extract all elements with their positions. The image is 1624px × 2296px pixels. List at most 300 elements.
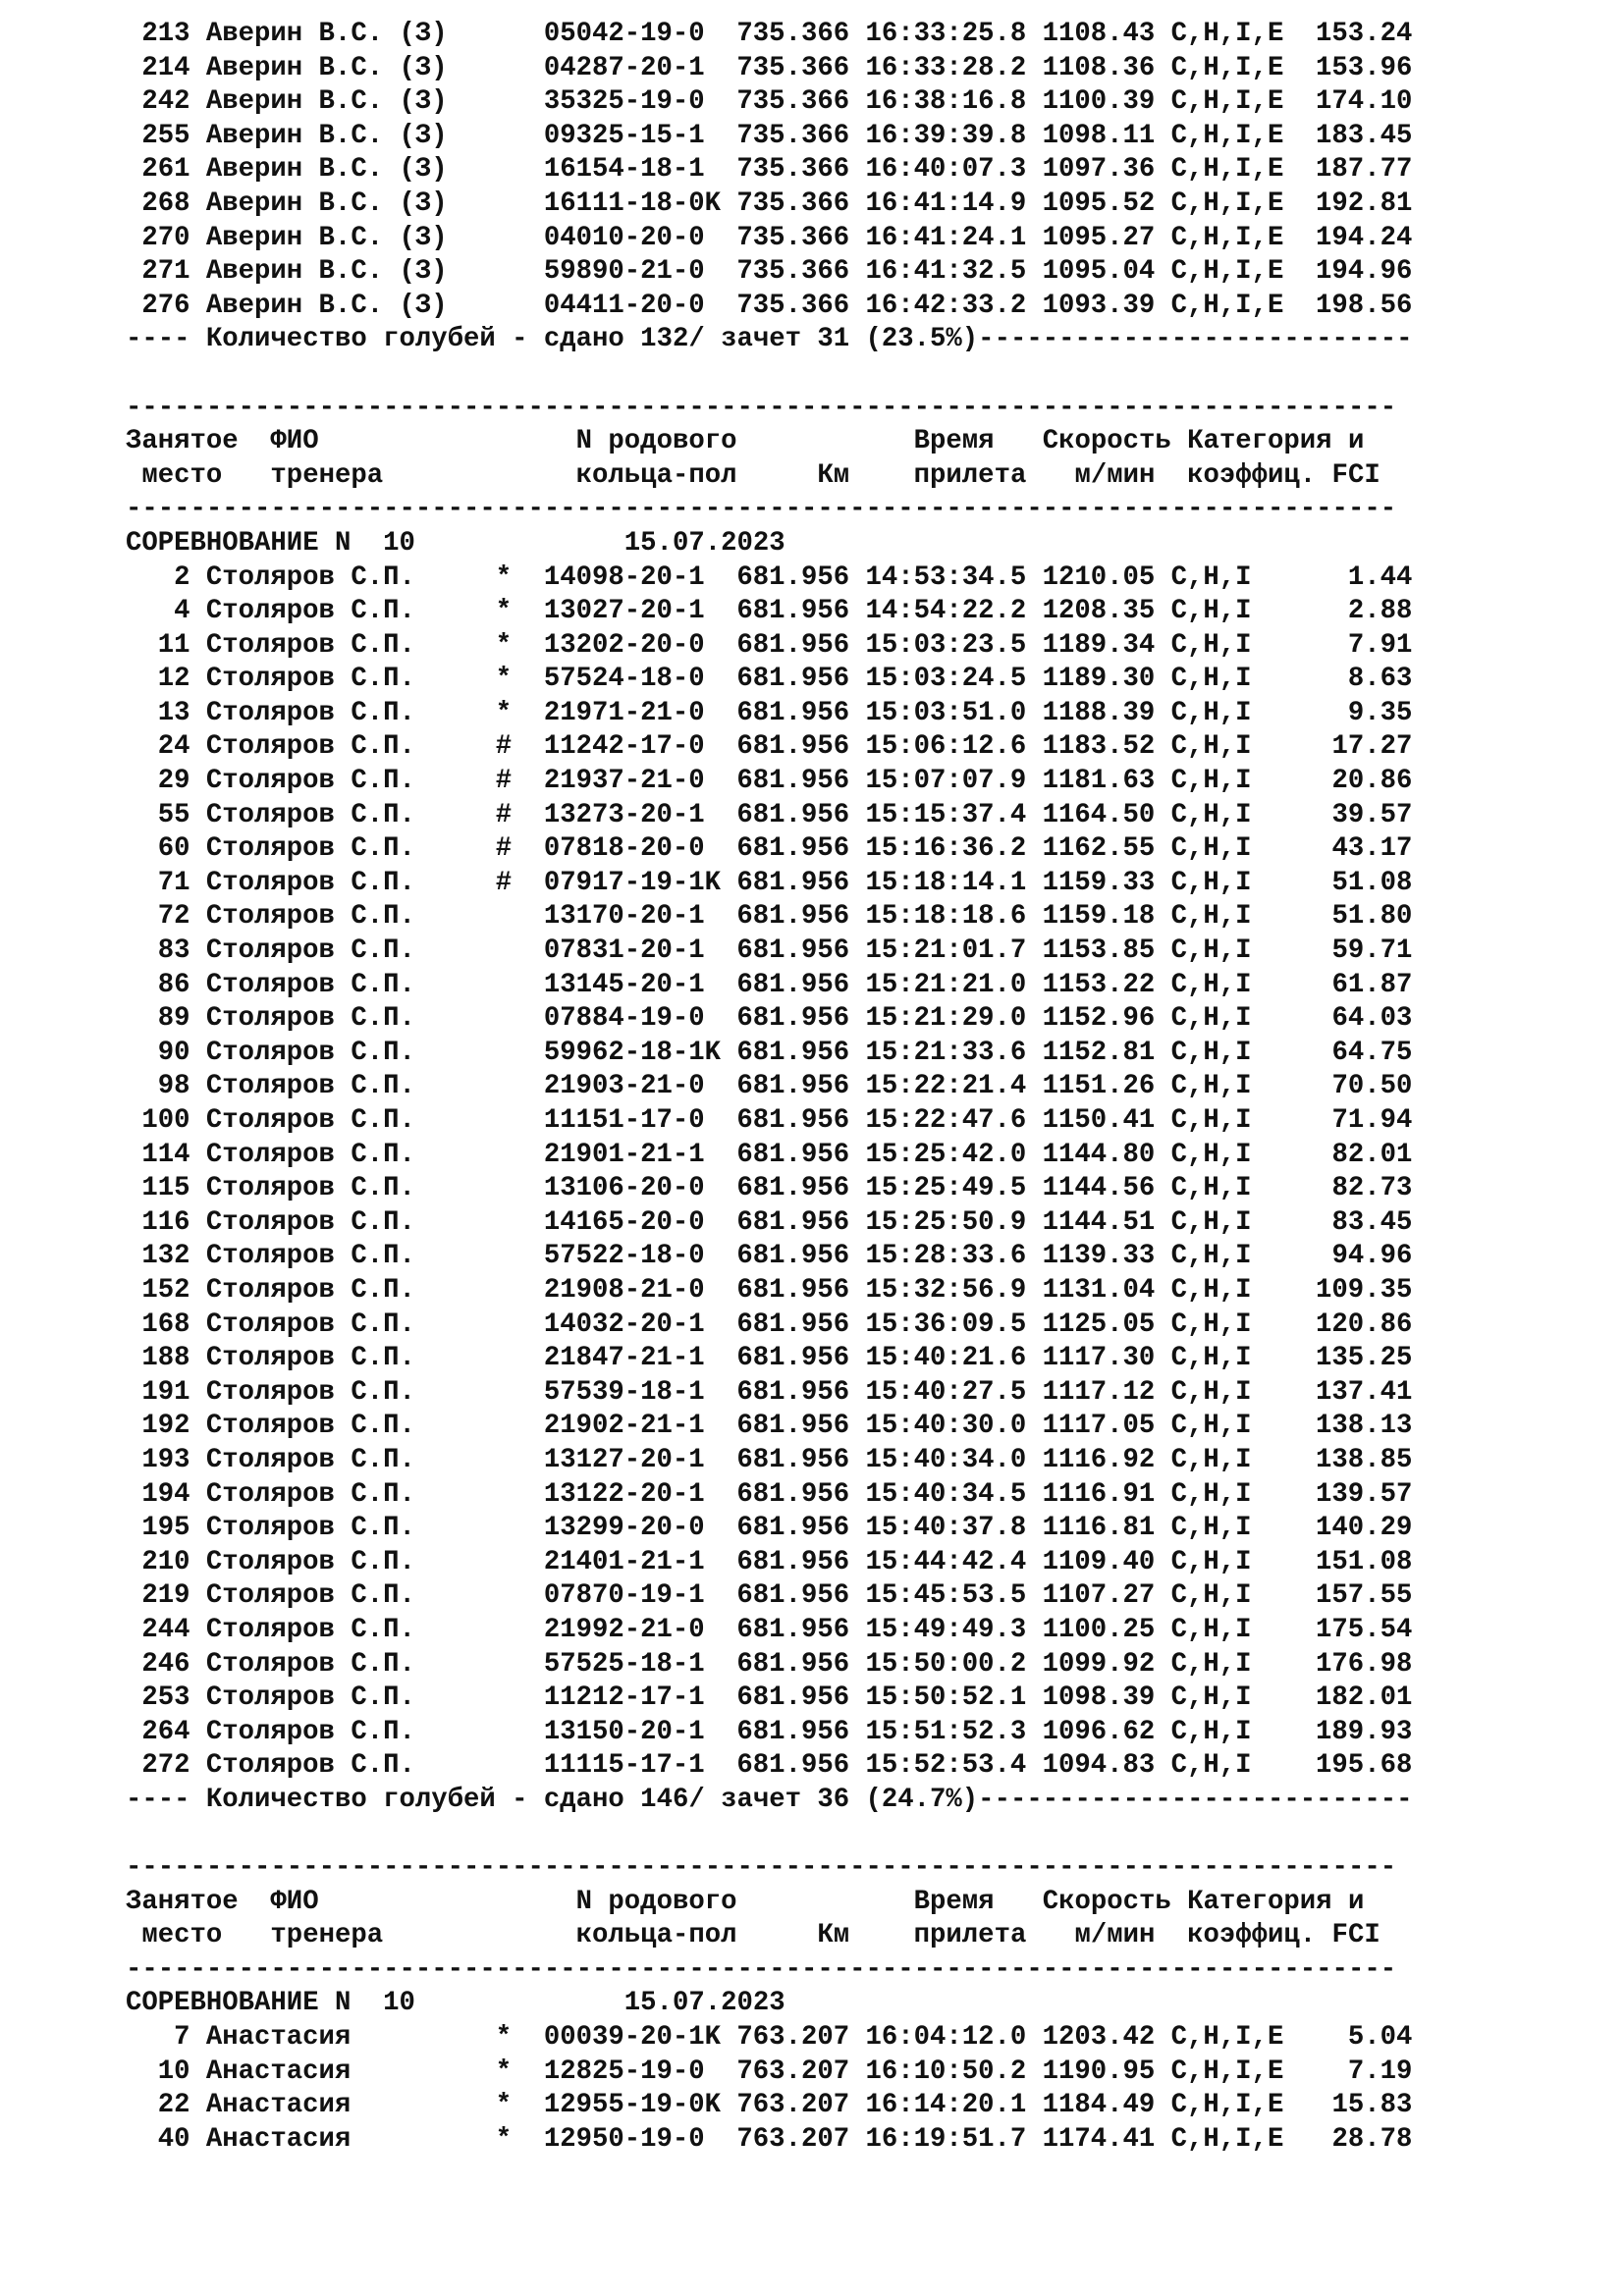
speed-cell: 1164.50: [1042, 799, 1156, 830]
table-row: [126, 1682, 1412, 1716]
distance-cell: 681.956: [736, 1139, 850, 1170]
arrival-time-cell: 15:40:21.6: [865, 1343, 1027, 1374]
arrival-time-cell: 15:22:47.6: [865, 1105, 1027, 1136]
place-cell: 268: [141, 187, 190, 219]
fci-coefficient-cell: 7.19: [1347, 2056, 1413, 2087]
table-row: [126, 2089, 1412, 2123]
ring-number-cell: 21937-21-0: [543, 766, 705, 797]
place-cell: 2: [174, 561, 190, 593]
fci-coefficient-cell: 8.63: [1347, 664, 1413, 695]
trainer-name-cell: Анастасия: [205, 2022, 352, 2054]
arrival-time-cell: 15:52:53.4: [865, 1750, 1027, 1782]
ring-number-cell: 21903-21-0: [543, 1071, 705, 1102]
arrival-time-cell: 15:51:52.3: [865, 1716, 1027, 1747]
arrival-time-cell: 16:19:51.7: [865, 2123, 1027, 2155]
place-cell: 188: [141, 1343, 190, 1374]
table-row: [126, 1410, 1412, 1444]
distance-cell: 735.366: [736, 187, 850, 219]
distance-cell: 763.207: [736, 2056, 850, 2087]
arrival-time-cell: 15:03:51.0: [865, 697, 1027, 728]
distance-cell: 681.956: [736, 935, 850, 967]
place-cell: 71: [157, 867, 190, 898]
competition-date: 15.07.2023: [623, 527, 785, 559]
speed-cell: 1162.55: [1042, 833, 1156, 865]
place-cell: 83: [157, 935, 190, 967]
mark-cell: *: [495, 596, 513, 627]
category-cell: C,H,I,E: [1170, 154, 1284, 186]
distance-cell: 681.956: [736, 1274, 850, 1306]
place-cell: 13: [157, 697, 190, 728]
place-cell: 253: [141, 1682, 190, 1714]
table-row: [126, 1172, 1412, 1206]
place-cell: 7: [174, 2022, 190, 2054]
category-cell: C,H,I: [1170, 1139, 1252, 1170]
place-cell: 4: [174, 596, 190, 627]
divider-line: -------------------------------------------------------------------------------: [126, 494, 1397, 525]
fci-coefficient-cell: 195.68: [1316, 1750, 1413, 1782]
category-cell: C,H,I: [1170, 1308, 1252, 1340]
ring-number-cell: 21847-21-1: [543, 1343, 705, 1374]
table-row: [126, 697, 1412, 731]
mark-cell: #: [495, 766, 513, 797]
trainer-name-cell: Столяров С.П.: [205, 766, 415, 797]
trainer-name-cell: Столяров С.П.: [205, 867, 415, 898]
trainer-name-cell: Столяров С.П.: [205, 1274, 415, 1306]
place-cell: 55: [157, 799, 190, 830]
category-cell: C,H,I: [1170, 1513, 1252, 1544]
place-cell: 12: [157, 664, 190, 695]
speed-cell: 1095.52: [1042, 187, 1156, 219]
ring-number-cell: 09325-15-1: [543, 120, 705, 151]
table-row: [126, 2021, 1412, 2056]
fci-coefficient-cell: 28.78: [1331, 2123, 1413, 2155]
speed-cell: 1208.35: [1042, 596, 1156, 627]
speed-cell: 1117.12: [1042, 1376, 1156, 1408]
arrival-time-cell: 15:06:12.6: [865, 731, 1027, 763]
table-row: [126, 2056, 1412, 2090]
arrival-time-cell: 15:44:42.4: [865, 1546, 1027, 1577]
ring-number-cell: 13027-20-1: [543, 596, 705, 627]
trainer-name-cell: Аверин В.С. (З): [205, 154, 448, 186]
category-cell: C,H,I: [1170, 1206, 1252, 1238]
speed-cell: 1189.30: [1042, 664, 1156, 695]
place-cell: 214: [141, 52, 190, 83]
place-cell: 22: [157, 2090, 190, 2121]
category-cell: C,H,I: [1170, 1376, 1252, 1408]
category-cell: C,H,I: [1170, 1682, 1252, 1714]
table-row: [126, 663, 1412, 697]
table-row: [126, 1376, 1412, 1411]
place-cell: 90: [157, 1037, 190, 1068]
fci-coefficient-cell: 138.85: [1316, 1444, 1413, 1475]
trainer-name-cell: Столяров С.П.: [205, 1343, 415, 1374]
fci-coefficient-cell: 151.08: [1316, 1546, 1413, 1577]
ring-number-cell: 16111-18-0K: [543, 187, 722, 219]
place-cell: 89: [157, 1003, 190, 1035]
ring-number-cell: 04010-20-0: [543, 222, 705, 253]
arrival-time-cell: 16:42:33.2: [865, 290, 1027, 321]
speed-cell: 1125.05: [1042, 1308, 1156, 1340]
speed-cell: 1108.43: [1042, 19, 1156, 49]
trainer-name-cell: Анастасия: [205, 2056, 352, 2087]
place-cell: 60: [157, 833, 190, 865]
arrival-time-cell: 16:41:14.9: [865, 187, 1027, 219]
table-row: [126, 1614, 1412, 1648]
speed-cell: 1189.34: [1042, 629, 1156, 661]
table-row: [126, 629, 1412, 664]
ring-number-cell: 13106-20-0: [543, 1173, 705, 1204]
trainer-name-cell: Аверин В.С. (З): [205, 290, 448, 321]
speed-cell: 1159.33: [1042, 867, 1156, 898]
arrival-time-cell: 15:22:21.4: [865, 1071, 1027, 1102]
column-header-line-1: Занятое ФИО N родового Время Скорость Категория и: [126, 1886, 1365, 1917]
speed-cell: 1094.83: [1042, 1750, 1156, 1782]
ring-number-cell: 12950-19-0: [543, 2123, 705, 2155]
distance-cell: 735.366: [736, 52, 850, 83]
ring-number-cell: 00039-20-1K: [543, 2022, 722, 2054]
place-cell: 72: [157, 901, 190, 933]
fci-coefficient-cell: 1.44: [1347, 561, 1413, 593]
fci-coefficient-cell: 140.29: [1316, 1513, 1413, 1544]
fci-coefficient-cell: 198.56: [1316, 290, 1413, 321]
ring-number-cell: 05042-19-0: [543, 19, 705, 49]
fci-coefficient-cell: 189.93: [1316, 1716, 1413, 1747]
trainer-name-cell: Аверин В.С. (З): [205, 120, 448, 151]
arrival-time-cell: 16:33:28.2: [865, 52, 1027, 83]
distance-cell: 681.956: [736, 1071, 850, 1102]
category-cell: C,H,I,E: [1170, 222, 1284, 253]
speed-cell: 1098.39: [1042, 1682, 1156, 1714]
competition-line: [126, 527, 1412, 561]
category-cell: C,H,I: [1170, 901, 1252, 933]
speed-cell: 1184.49: [1042, 2090, 1156, 2121]
fci-coefficient-cell: 194.24: [1316, 222, 1413, 253]
place-cell: 132: [141, 1241, 190, 1272]
distance-cell: 681.956: [736, 596, 850, 627]
mark-cell: *: [495, 2022, 513, 2054]
speed-cell: 1116.92: [1042, 1444, 1156, 1475]
mark-cell: #: [495, 799, 513, 830]
category-cell: C,H,I: [1170, 867, 1252, 898]
trainer-name-cell: Аверин В.С. (З): [205, 19, 448, 49]
fci-coefficient-cell: 109.35: [1316, 1274, 1413, 1306]
table-row: [126, 85, 1412, 120]
fci-coefficient-cell: 183.45: [1316, 120, 1413, 151]
distance-cell: 681.956: [736, 1716, 850, 1747]
category-cell: C,H,I: [1170, 664, 1252, 695]
trainer-name-cell: Столяров С.П.: [205, 731, 415, 763]
speed-cell: 1095.04: [1042, 256, 1156, 288]
trainer-name-cell: Аверин В.С. (З): [205, 52, 448, 83]
category-cell: C,H,I: [1170, 766, 1252, 797]
fci-coefficient-cell: 64.03: [1331, 1003, 1413, 1035]
table-row: [126, 1342, 1412, 1376]
fci-coefficient-cell: 94.96: [1331, 1241, 1413, 1272]
column-header-line-2: место тренера кольца-пол Км прилета м/мин коэффиц. FCI: [126, 1920, 1380, 1951]
category-cell: C,H,I,E: [1170, 19, 1284, 49]
distance-cell: 681.956: [736, 969, 850, 1000]
trainer-name-cell: Столяров С.П.: [205, 561, 415, 593]
arrival-time-cell: 15:03:23.5: [865, 629, 1027, 661]
fci-coefficient-cell: 59.71: [1331, 935, 1413, 967]
table-row: [126, 120, 1412, 154]
trainer-name-cell: Столяров С.П.: [205, 1546, 415, 1577]
speed-cell: 1117.30: [1042, 1343, 1156, 1374]
ring-number-cell: 21901-21-1: [543, 1139, 705, 1170]
arrival-time-cell: 15:18:18.6: [865, 901, 1027, 933]
category-cell: C,H,I,E: [1170, 2123, 1284, 2155]
arrival-time-cell: 15:40:37.8: [865, 1513, 1027, 1544]
arrival-time-cell: 16:38:16.8: [865, 86, 1027, 118]
arrival-time-cell: 16:39:39.8: [865, 120, 1027, 151]
place-cell: 86: [157, 969, 190, 1000]
mark-cell: #: [495, 731, 513, 763]
ring-number-cell: 21908-21-0: [543, 1274, 705, 1306]
distance-cell: 681.956: [736, 901, 850, 933]
trainer-name-cell: Столяров С.П.: [205, 1139, 415, 1170]
category-cell: C,H,I: [1170, 1614, 1252, 1645]
arrival-time-cell: 15:21:21.0: [865, 969, 1027, 1000]
category-cell: C,H,I: [1170, 1580, 1252, 1612]
trainer-name-cell: Столяров С.П.: [205, 935, 415, 967]
ring-number-cell: 07917-19-1K: [543, 867, 722, 898]
category-cell: C,H,I,E: [1170, 2090, 1284, 2121]
category-cell: C,H,I: [1170, 1037, 1252, 1068]
mark-cell: *: [495, 2123, 513, 2155]
trainer-name-cell: Анастасия: [205, 2123, 352, 2155]
place-cell: 192: [141, 1411, 190, 1442]
fci-coefficient-cell: 17.27: [1331, 731, 1413, 763]
arrival-time-cell: 15:40:27.5: [865, 1376, 1027, 1408]
summary-line: ---- Количество голубей - сдано 132/ зачет 31 (23.5%)---------------------------: [126, 324, 1413, 355]
table-row: [126, 18, 1412, 52]
category-cell: C,H,I: [1170, 1546, 1252, 1577]
speed-cell: 1093.39: [1042, 290, 1156, 321]
speed-cell: 1203.42: [1042, 2022, 1156, 2054]
trainer-name-cell: Столяров С.П.: [205, 1716, 415, 1747]
speed-cell: 1152.96: [1042, 1003, 1156, 1035]
fci-coefficient-cell: 139.57: [1316, 1478, 1413, 1510]
arrival-time-cell: 16:14:20.1: [865, 2090, 1027, 2121]
ring-number-cell: 13145-20-1: [543, 969, 705, 1000]
category-cell: C,H,I: [1170, 1003, 1252, 1035]
place-cell: 219: [141, 1580, 190, 1612]
trainer-name-cell: Столяров С.П.: [205, 596, 415, 627]
category-cell: C,H,I: [1170, 731, 1252, 763]
speed-cell: 1144.51: [1042, 1206, 1156, 1238]
fci-coefficient-cell: 82.01: [1331, 1139, 1413, 1170]
fci-coefficient-cell: 153.24: [1316, 19, 1413, 49]
arrival-time-cell: 15:15:37.4: [865, 799, 1027, 830]
table-row: [126, 765, 1412, 799]
column-header-line-2: место тренера кольца-пол Км прилета м/мин коэффиц. FCI: [126, 459, 1380, 491]
trainer-name-cell: Столяров С.П.: [205, 1376, 415, 1408]
speed-cell: 1131.04: [1042, 1274, 1156, 1306]
distance-cell: 681.956: [736, 1614, 850, 1645]
ring-number-cell: 07870-19-1: [543, 1580, 705, 1612]
speed-cell: 1139.33: [1042, 1241, 1156, 1272]
ring-number-cell: 14098-20-1: [543, 561, 705, 593]
fci-coefficient-cell: 51.08: [1331, 867, 1413, 898]
ring-number-cell: 11115-17-1: [543, 1750, 705, 1782]
speed-cell: 1096.62: [1042, 1716, 1156, 1747]
fci-coefficient-cell: 15.83: [1331, 2090, 1413, 2121]
arrival-time-cell: 16:41:24.1: [865, 222, 1027, 253]
table-row: [126, 1037, 1412, 1071]
arrival-time-cell: 15:40:34.0: [865, 1444, 1027, 1475]
place-cell: 115: [141, 1173, 190, 1204]
arrival-time-cell: 15:32:56.9: [865, 1274, 1027, 1306]
distance-cell: 735.366: [736, 222, 850, 253]
arrival-time-cell: 15:21:29.0: [865, 1003, 1027, 1035]
speed-cell: 1116.81: [1042, 1513, 1156, 1544]
ring-number-cell: 13150-20-1: [543, 1716, 705, 1747]
category-cell: C,H,I,E: [1170, 120, 1284, 151]
distance-cell: 681.956: [736, 1682, 850, 1714]
ring-number-cell: 21971-21-0: [543, 697, 705, 728]
table-row: [126, 1070, 1412, 1104]
place-cell: 270: [141, 222, 190, 253]
distance-cell: 735.366: [736, 154, 850, 186]
table-row: [126, 1139, 1412, 1173]
place-cell: 210: [141, 1546, 190, 1577]
mark-cell: #: [495, 867, 513, 898]
distance-cell: 681.956: [736, 1478, 850, 1510]
summary-line: ---- Количество голубей - сдано 146/ зачет 36 (24.7%)---------------------------: [126, 1784, 1413, 1815]
distance-cell: 763.207: [736, 2090, 850, 2121]
fci-coefficient-cell: 192.81: [1316, 187, 1413, 219]
table-row: [126, 1579, 1412, 1614]
distance-cell: 763.207: [736, 2022, 850, 2054]
speed-cell: 1188.39: [1042, 697, 1156, 728]
table-row: [126, 900, 1412, 934]
competition-label: СОРЕВНОВАНИЕ N 10: [126, 527, 415, 559]
arrival-time-cell: 15:28:33.6: [865, 1241, 1027, 1272]
divider-line: -------------------------------------------------------------------------------: [126, 1852, 1397, 1884]
arrival-time-cell: 16:40:07.3: [865, 154, 1027, 186]
place-cell: 11: [157, 629, 190, 661]
ring-number-cell: 57524-18-0: [543, 664, 705, 695]
divider-line: -------------------------------------------------------------------------------: [126, 1953, 1397, 1985]
distance-cell: 735.366: [736, 256, 850, 288]
table-row: [126, 222, 1412, 256]
place-cell: 98: [157, 1071, 190, 1102]
distance-cell: 681.956: [736, 1580, 850, 1612]
ring-number-cell: 21902-21-1: [543, 1411, 705, 1442]
speed-cell: 1100.39: [1042, 86, 1156, 118]
distance-cell: 681.956: [736, 1343, 850, 1374]
arrival-time-cell: 14:54:22.2: [865, 596, 1027, 627]
ring-number-cell: 13170-20-1: [543, 901, 705, 933]
trainer-name-cell: Аверин В.С. (З): [205, 187, 448, 219]
place-cell: 213: [141, 19, 190, 49]
trainer-name-cell: Аверин В.С. (З): [205, 256, 448, 288]
arrival-time-cell: 15:50:00.2: [865, 1648, 1027, 1680]
arrival-time-cell: 16:41:32.5: [865, 256, 1027, 288]
fci-coefficient-cell: 174.10: [1316, 86, 1413, 118]
distance-cell: 681.956: [736, 1003, 850, 1035]
category-cell: C,H,I: [1170, 697, 1252, 728]
ring-number-cell: 07884-19-0: [543, 1003, 705, 1035]
fci-coefficient-cell: 137.41: [1316, 1376, 1413, 1408]
speed-cell: 1097.36: [1042, 154, 1156, 186]
trainer-name-cell: Столяров С.П.: [205, 1206, 415, 1238]
trainer-name-cell: Столяров С.П.: [205, 1682, 415, 1714]
arrival-time-cell: 15:25:49.5: [865, 1173, 1027, 1204]
place-cell: 194: [141, 1478, 190, 1510]
place-cell: 255: [141, 120, 190, 151]
speed-cell: 1108.36: [1042, 52, 1156, 83]
speed-cell: 1144.80: [1042, 1139, 1156, 1170]
category-cell: C,H,I: [1170, 1648, 1252, 1680]
fci-coefficient-cell: 83.45: [1331, 1206, 1413, 1238]
arrival-time-cell: 15:21:33.6: [865, 1037, 1027, 1068]
ring-number-cell: 13127-20-1: [543, 1444, 705, 1475]
ring-number-cell: 13273-20-1: [543, 799, 705, 830]
ring-number-cell: 04411-20-0: [543, 290, 705, 321]
ring-number-cell: 59962-18-1K: [543, 1037, 722, 1068]
trainer-name-cell: Столяров С.П.: [205, 799, 415, 830]
ring-number-cell: 13122-20-1: [543, 1478, 705, 1510]
ring-number-cell: 04287-20-1: [543, 52, 705, 83]
category-cell: C,H,I: [1170, 799, 1252, 830]
table-row: [126, 595, 1412, 629]
table-row: [126, 799, 1412, 833]
place-cell: 271: [141, 256, 190, 288]
arrival-time-cell: 15:25:42.0: [865, 1139, 1027, 1170]
ring-number-cell: 16154-18-1: [543, 154, 705, 186]
trainer-name-cell: Столяров С.П.: [205, 1444, 415, 1475]
fci-coefficient-cell: 187.77: [1316, 154, 1413, 186]
ring-number-cell: 57539-18-1: [543, 1376, 705, 1408]
fci-coefficient-cell: 157.55: [1316, 1580, 1413, 1612]
arrival-time-cell: 15:40:34.5: [865, 1478, 1027, 1510]
speed-cell: 1109.40: [1042, 1546, 1156, 1577]
fci-coefficient-cell: 39.57: [1331, 799, 1413, 830]
category-cell: C,H,I: [1170, 1411, 1252, 1442]
category-cell: C,H,I: [1170, 1241, 1252, 1272]
ring-number-cell: 57525-18-1: [543, 1648, 705, 1680]
trainer-name-cell: Столяров С.П.: [205, 1105, 415, 1136]
fci-coefficient-cell: 194.96: [1316, 256, 1413, 288]
place-cell: 10: [157, 2056, 190, 2087]
arrival-time-cell: 15:18:14.1: [865, 867, 1027, 898]
fci-coefficient-cell: 51.80: [1331, 901, 1413, 933]
divider-line: -------------------------------------------------------------------------------: [126, 392, 1397, 423]
ring-number-cell: 13299-20-0: [543, 1513, 705, 1544]
category-cell: C,H,I: [1170, 1750, 1252, 1782]
arrival-time-cell: 15:16:36.2: [865, 833, 1027, 865]
category-cell: C,H,I,E: [1170, 256, 1284, 288]
fci-coefficient-cell: 176.98: [1316, 1648, 1413, 1680]
arrival-time-cell: 16:33:25.8: [865, 19, 1027, 49]
fci-coefficient-cell: 82.73: [1331, 1173, 1413, 1204]
trainer-name-cell: Столяров С.П.: [205, 1241, 415, 1272]
ring-number-cell: 07831-20-1: [543, 935, 705, 967]
table-row: [126, 1444, 1412, 1478]
distance-cell: 735.366: [736, 19, 850, 49]
fci-coefficient-cell: 135.25: [1316, 1343, 1413, 1374]
category-cell: C,H,I,E: [1170, 2056, 1284, 2087]
ring-number-cell: 11242-17-0: [543, 731, 705, 763]
column-header-line-1: Занятое ФИО N родового Время Скорость Категория и: [126, 426, 1365, 457]
distance-cell: 681.956: [736, 697, 850, 728]
distance-cell: 681.956: [736, 561, 850, 593]
place-cell: 114: [141, 1139, 190, 1170]
distance-cell: 735.366: [736, 86, 850, 118]
table-row: [126, 934, 1412, 969]
place-cell: 40: [157, 2123, 190, 2155]
